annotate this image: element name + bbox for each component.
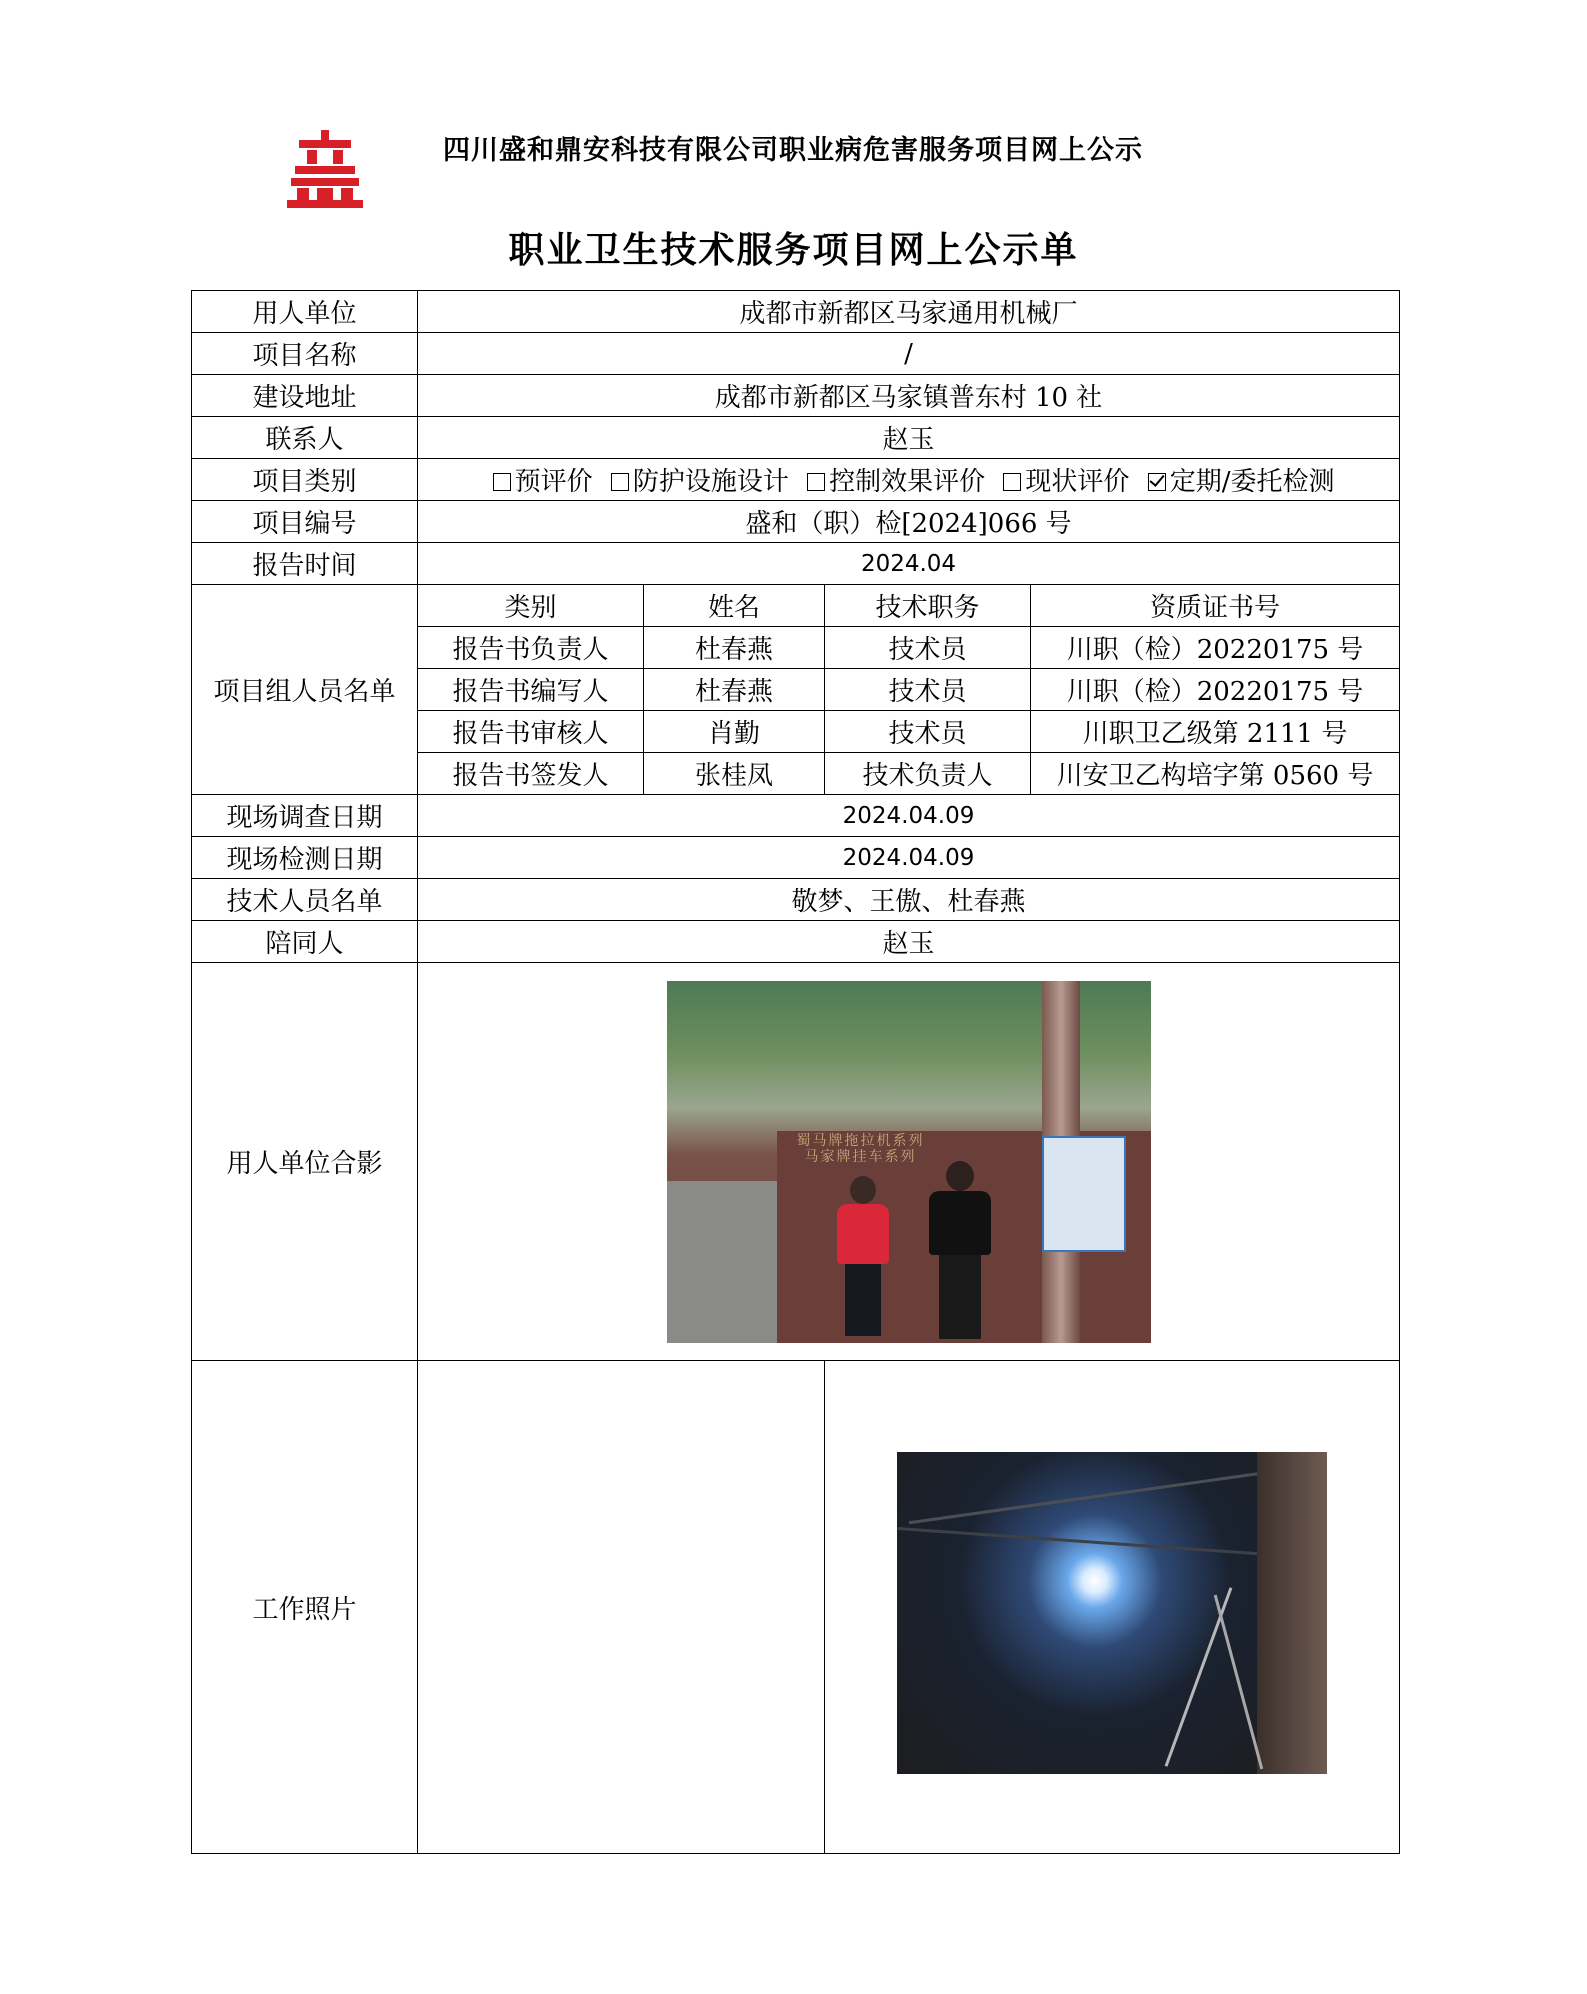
companion-value: 赵玉 [418, 921, 1400, 963]
team-header-name: 姓名 [644, 585, 825, 627]
team-header-title: 技术职务 [825, 585, 1031, 627]
contact-label: 联系人 [192, 417, 418, 459]
company-header-title: 四川盛和鼎安科技有限公司职业病危害服务项目网上公示 [443, 135, 1143, 166]
member-role: 报告书负责人 [418, 627, 644, 669]
row-category [192, 459, 1400, 501]
work-photo-welding [897, 1452, 1327, 1774]
group-photo-label: 用人单位合影 [192, 963, 418, 1361]
checkbox-periodic-testing[interactable] [1148, 473, 1166, 491]
member-role: 报告书编写人 [418, 669, 644, 711]
row-project-name [192, 333, 1400, 375]
checkbox-protection-design[interactable] [611, 473, 629, 491]
report-time-value: 2024.04 [418, 543, 1400, 585]
survey-date-value: 2024.04.09 [418, 795, 1400, 837]
row-companion [192, 921, 1400, 963]
row-contact [192, 417, 1400, 459]
work-photo-cell-left [418, 1361, 825, 1854]
employer-label: 用人单位 [192, 291, 418, 333]
project-no-label: 项目编号 [192, 501, 418, 543]
row-project-no [192, 501, 1400, 543]
member-role: 报告书签发人 [418, 753, 644, 795]
disclosure-form-table [191, 290, 1400, 1854]
category-options [418, 459, 1400, 501]
project-no-value: 盛和（职）检[2024]066 号 [418, 501, 1400, 543]
option-label: 预评价 [514, 467, 593, 497]
checkbox-control-evaluation[interactable] [807, 473, 825, 491]
document-title: 职业卫生技术服务项目网上公示单 [508, 229, 1079, 271]
row-survey-date [192, 795, 1400, 837]
technicians-value: 敬梦、王傲、杜春燕 [418, 879, 1400, 921]
member-cert: 川职（检）20220175 号 [1031, 627, 1400, 669]
option-label: 控制效果评价 [829, 467, 986, 497]
member-name: 张桂凤 [644, 753, 825, 795]
member-name: 杜春燕 [644, 669, 825, 711]
address-label: 建设地址 [192, 375, 418, 417]
project-name-label: 项目名称 [192, 333, 418, 375]
member-cert: 川职（检）20220175 号 [1031, 669, 1400, 711]
row-group-photo [192, 963, 1400, 1361]
contact-value: 赵玉 [418, 417, 1400, 459]
survey-date-label: 现场调查日期 [192, 795, 418, 837]
employer-value: 成都市新都区马家通用机械厂 [418, 291, 1400, 333]
row-work-photos [192, 1361, 1400, 1854]
test-date-value: 2024.04.09 [418, 837, 1400, 879]
member-title: 技术员 [825, 627, 1031, 669]
member-title: 技术负责人 [825, 753, 1031, 795]
member-cert: 川职卫乙级第 2111 号 [1031, 711, 1400, 753]
work-photo-cell-right [825, 1361, 1400, 1854]
member-title: 技术员 [825, 669, 1031, 711]
photo-poster [1042, 1136, 1126, 1252]
row-report-time [192, 543, 1400, 585]
checkbox-status-evaluation[interactable] [1003, 473, 1021, 491]
checkbox-pre-evaluation[interactable] [493, 473, 511, 491]
photo-person [929, 1161, 991, 1339]
option-label: 定期/委托检测 [1169, 467, 1335, 497]
row-test-date [192, 837, 1400, 879]
work-photos-label: 工作照片 [192, 1361, 418, 1854]
member-title: 技术员 [825, 711, 1031, 753]
member-role: 报告书审核人 [418, 711, 644, 753]
member-name: 杜春燕 [644, 627, 825, 669]
photo-person [837, 1176, 889, 1336]
row-address [192, 375, 1400, 417]
project-name-value: / [418, 333, 1400, 375]
row-technicians [192, 879, 1400, 921]
report-time-label: 报告时间 [192, 543, 418, 585]
photo-sign-text: 蜀马牌拖拉机系列 马家牌挂车系列 [796, 1132, 925, 1165]
option-label: 现状评价 [1025, 467, 1130, 497]
technicians-label: 技术人员名单 [192, 879, 418, 921]
address-value: 成都市新都区马家镇普东村 10 社 [418, 375, 1400, 417]
member-cert: 川安卫乙构培字第 0560 号 [1031, 753, 1400, 795]
test-date-label: 现场检测日期 [192, 837, 418, 879]
team-header-category: 类别 [418, 585, 644, 627]
row-employer [192, 291, 1400, 333]
group-photo-cell [418, 963, 1400, 1361]
team-label: 项目组人员名单 [192, 585, 418, 795]
category-label: 项目类别 [192, 459, 418, 501]
team-header-row [192, 585, 1400, 627]
member-name: 肖勤 [644, 711, 825, 753]
team-header-cert: 资质证书号 [1031, 585, 1400, 627]
option-label: 防护设施设计 [632, 467, 789, 497]
company-logo [287, 128, 363, 208]
group-photo [667, 981, 1151, 1343]
companion-label: 陪同人 [192, 921, 418, 963]
